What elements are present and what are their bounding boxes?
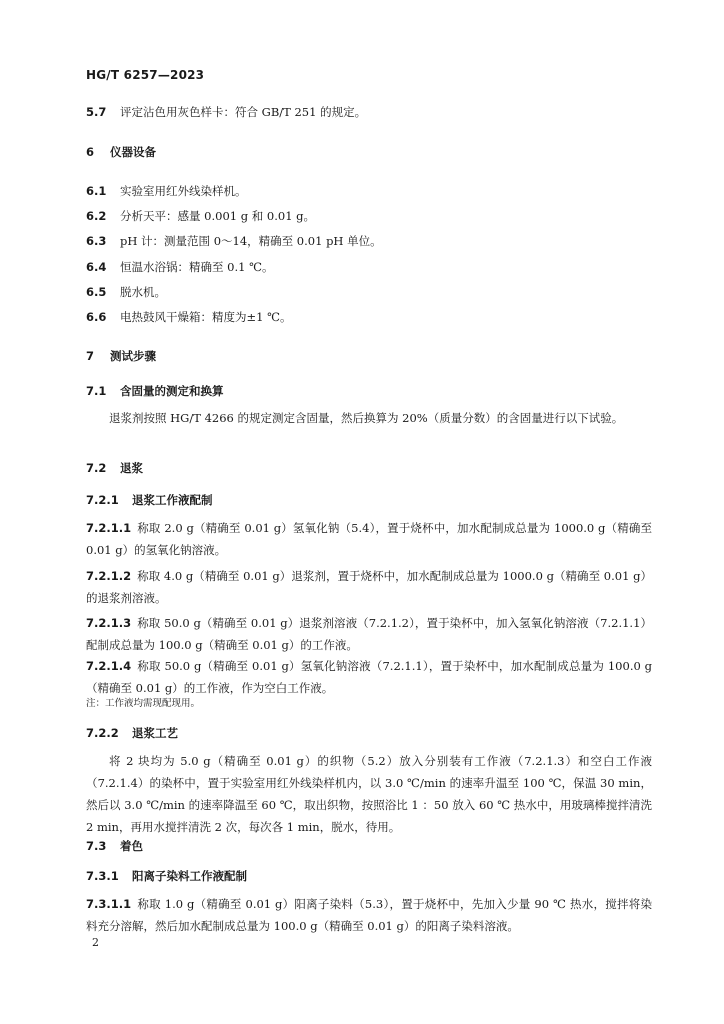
- clause-number: 7.2.1.2: [86, 569, 132, 583]
- clause-title: 着色: [120, 839, 143, 853]
- clause-text: 电热鼓风干燥箱：精度为±1 ℃。: [120, 310, 292, 324]
- clause-6-6: [86, 306, 652, 328]
- page-number: 2: [92, 936, 99, 949]
- section-number: 6: [86, 145, 95, 159]
- section-7-heading: [86, 345, 652, 367]
- clause-number: 7.3: [86, 839, 107, 853]
- clause-7-2-1-3: [86, 612, 652, 656]
- clause-6-4: [86, 256, 652, 278]
- clause-5-7: [86, 101, 652, 123]
- section-title: 测试步骤: [110, 349, 156, 363]
- clause-text: 称取 4.0 g（精确至 0.01 g）退浆剂，置于烧杯中，加水配制成总量为 1000.0 g（精确至 0.01 g）的退浆剂溶液。: [86, 569, 652, 605]
- clause-title: 含固量的测定和换算: [120, 384, 224, 398]
- clause-7-2-1-2: [86, 565, 652, 609]
- clause-number: 6.5: [86, 285, 107, 299]
- clause-number: 5.7: [86, 105, 107, 119]
- clause-7-2-heading: [86, 457, 652, 479]
- clause-7-3-1-1: [86, 893, 652, 937]
- clause-number: 7.2.1.4: [86, 659, 132, 673]
- section-6-heading: [86, 141, 652, 163]
- paragraph-7-1: 退浆剂按照 HG/T 4266 的规定测定含固量，然后换算为 20%（质量分数）的含固量进行以下试验。: [109, 411, 624, 425]
- clause-text: 评定沾色用灰色样卡：符合 GB/T 251 的规定。: [120, 105, 367, 119]
- section-number: 7: [86, 349, 95, 363]
- clause-6-5: [86, 281, 652, 303]
- clause-text: pH 计：测量范围 0～14，精确至 0.01 pH 单位。: [120, 234, 382, 248]
- clause-text: 实验室用红外线染样机。: [120, 184, 247, 198]
- clause-number: 7.3.1.1: [86, 897, 132, 911]
- clause-text: 称取 2.0 g（精确至 0.01 g）氢氧化钠（5.4），置于烧杯中，加水配制成总量为 1000.0 g（精确至 0.01 g）的氢氧化钠溶液。: [86, 521, 652, 557]
- clause-number: 7.1: [86, 384, 107, 398]
- clause-number: 6.4: [86, 260, 107, 274]
- clause-7-1-heading: [86, 380, 652, 402]
- clause-title: 退浆: [120, 461, 143, 475]
- clause-number: 7.2.2: [86, 726, 119, 740]
- clause-7-3-heading: [86, 835, 652, 857]
- clause-text: 称取 1.0 g（精确至 0.01 g）阳离子染料（5.3），置于烧杯中，先加入少量 90 ℃ 热水，搅拌将染料充分溶解，然后加水配制成总量为 100.0 g（精确至 0.01 g）的阳离子染料溶液。: [86, 897, 652, 933]
- clause-7-2-1-1: [86, 517, 652, 561]
- section-title: 仪器设备: [110, 145, 156, 159]
- clause-title: 退浆工艺: [132, 726, 178, 740]
- clause-6-1: [86, 180, 652, 202]
- clause-7-2-1-heading: [86, 489, 652, 511]
- clause-number: 6.2: [86, 209, 107, 223]
- clause-text: 称取 50.0 g（精确至 0.01 g）氢氧化钠溶液（7.2.1.1），置于染杯中，加水配制成总量为 100.0 g（精确至 0.01 g）的工作液，作为空白工作液。: [86, 659, 652, 695]
- note: 注：工作液均需现配现用。: [86, 698, 201, 709]
- clause-title: 退浆工作液配制: [132, 493, 213, 507]
- clause-7-3-1-heading: [86, 865, 652, 887]
- clause-text: 恒温水浴锅：精确至 0.1 ℃。: [120, 260, 274, 274]
- clause-number: 7.2.1.3: [86, 616, 132, 630]
- clause-text: 称取 50.0 g（精确至 0.01 g）退浆剂溶液（7.2.1.2），置于染杯中，加入氢氧化钠溶液（7.2.1.1）配制成总量为 100.0 g（精确至 0.01 g）的工作液。: [86, 616, 652, 652]
- clause-number: 6.3: [86, 234, 107, 248]
- clause-6-3: [86, 230, 652, 252]
- clause-7-2-2-heading: [86, 722, 652, 744]
- clause-title: 阳离子染料工作液配制: [132, 869, 247, 883]
- clause-number: 7.2.1: [86, 493, 119, 507]
- clause-text: 脱水机。: [120, 285, 166, 299]
- clause-number: 6.1: [86, 184, 107, 198]
- document-id: HG/T 6257—2023: [86, 68, 205, 82]
- clause-number: 7.3.1: [86, 869, 119, 883]
- clause-number: 7.2.1.1: [86, 521, 132, 535]
- clause-text: 分析天平：感量 0.001 g 和 0.01 g。: [120, 209, 316, 223]
- clause-number: 6.6: [86, 310, 107, 324]
- clause-number: 7.2: [86, 461, 107, 475]
- clause-6-2: [86, 205, 652, 227]
- paragraph-7-2-2: 将 2 块均为 5.0 g（精确至 0.01 g）的织物（5.2）放入分别装有工作液（7.2.1.3）和空白工作液（7.2.1.4）的染杯中，置于实验室用红外线染样机内，以 3.0 ℃/min 的速率升温至 100 ℃，保温 30 min，然后以 3.0 ℃/min 的速率降温至 60 ℃，取出织物，按照浴比 1 ：50 放入 60 ℃ 热水中，用玻璃棒搅拌清洗 2 min，再用水搅拌清洗 2 次，每次各 1 min，脱水，待用。: [86, 754, 652, 834]
